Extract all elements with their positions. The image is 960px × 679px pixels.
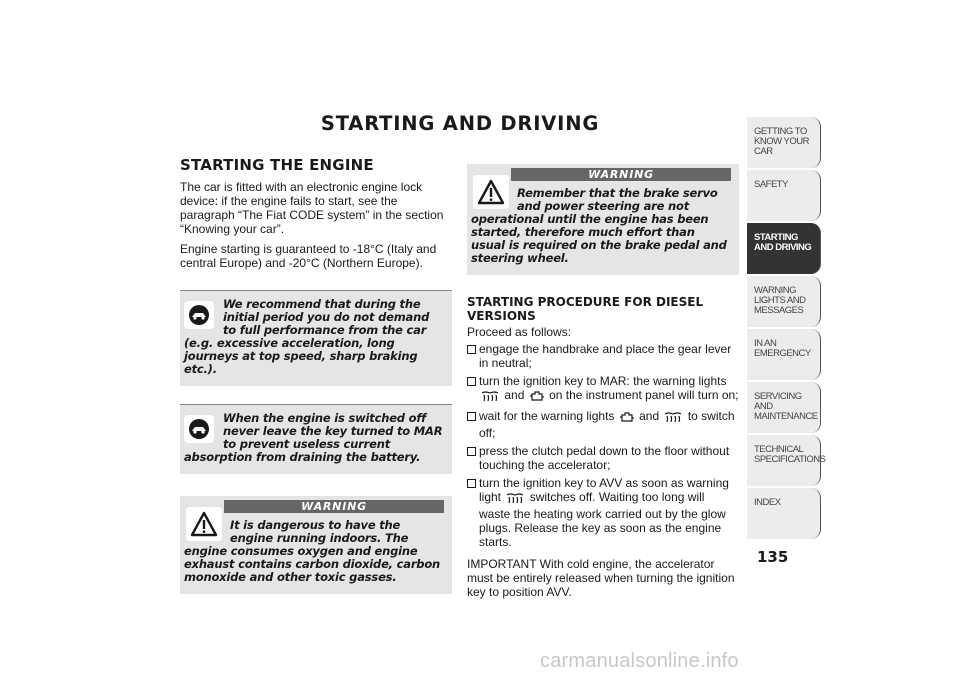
warning-label: WARNING	[511, 168, 731, 181]
glow-plug-icon	[664, 412, 682, 426]
tab-safety[interactable]: SAFETY	[747, 170, 821, 221]
warning-triangle-icon	[186, 507, 222, 541]
section-heading-diesel-procedure: STARTING PROCEDURE FOR DIESEL VERSIONS	[467, 295, 704, 323]
right-column	[467, 164, 739, 605]
list-item: wait for the warning lights and to switch off;	[467, 409, 739, 440]
procedure-steps	[467, 342, 739, 549]
list-item: turn the ignition key to MAR: the warning lights and on the instrument panel will turn on;	[467, 374, 739, 405]
glow-plug-icon	[481, 391, 499, 405]
warning-box-indoors	[180, 496, 452, 594]
procedure-intro: Proceed as follows:	[467, 325, 572, 339]
chapter-tabs	[747, 117, 826, 541]
tab-warning-lights[interactable]: WARNING LIGHTS AND MESSAGES	[747, 276, 821, 327]
paragraph-important: IMPORTANT With cold engine, the accelerator must be entirely released when turning the ignition key to position AVV.	[467, 557, 735, 599]
page-number: 135	[757, 548, 789, 566]
left-column	[180, 158, 452, 594]
glow-plug-icon	[506, 493, 524, 507]
warning-label: WARNING	[224, 500, 444, 513]
warning-triangle-icon	[473, 175, 509, 209]
list-item: press the clutch pedal down to the floor without touching the accelerator;	[467, 444, 739, 472]
car-icon	[184, 301, 214, 329]
tab-servicing[interactable]: SERVICING AND MAINTENANCE	[747, 382, 821, 433]
warning-indoors-text: It is dangerous to have the engine running indoors. The engine consumes oxygen and engine exhaust contains carbon dioxide, carbon monoxide and other toxic gasses.	[184, 518, 441, 584]
tab-emergency[interactable]: IN AN EMERGENCY	[747, 329, 821, 380]
tab-starting-and-driving[interactable]: STARTING AND DRIVING	[747, 223, 821, 274]
paragraph-engine-lock: The car is fitted with an electronic engine lock device: if the engine fails to start, see the paragraph “The Fiat CODE system” in the section “Knowing your car”.	[180, 180, 444, 236]
watermark: carmanualsonline.info	[540, 650, 739, 672]
car-icon	[184, 415, 214, 443]
note-key-mar	[180, 404, 452, 474]
tab-getting-to-know[interactable]: GETTING TO KNOW YOUR CAR	[747, 117, 821, 168]
page-title: STARTING AND DRIVING	[320, 112, 600, 135]
list-item: engage the handbrake and place the gear lever in neutral;	[467, 342, 739, 370]
warning-box-brake-servo	[467, 164, 739, 275]
note-key-mar-text: When the engine is switched off never leave the key turned to MAR to prevent useless current absorption from draining the battery.	[184, 411, 443, 464]
engine-icon	[620, 411, 634, 426]
tab-index[interactable]: INDEX	[747, 488, 821, 539]
warning-brake-servo-text: Remember that the brake servo and power steering are not operational until the engine has been started, therefore much effort than usual is required on the brake pedal and steering wheel.	[471, 186, 727, 265]
list-item: turn the ignition key to AVV as soon as warning light switches off. Waiting too long will waste the heating work carried out by the glow plugs. Release the key as soon as the engine starts.	[467, 476, 739, 549]
engine-icon	[530, 390, 544, 405]
section-heading-starting-engine: STARTING THE ENGINE	[180, 156, 374, 174]
note-initial-period	[180, 290, 452, 386]
paragraph-starting-temperature: Engine starting is guaranteed to -18°C (Italy and central Europe) and -20°C (Northern Europe).	[180, 242, 437, 270]
note-initial-period-text: We recommend that during the initial period you do not demand to full performance from the car (e.g. excessive acceleration, long journeys at top speed, sharp braking etc.).	[184, 297, 430, 376]
tab-technical-specs[interactable]: TECHNICAL SPECIFICATIONS	[747, 435, 821, 486]
